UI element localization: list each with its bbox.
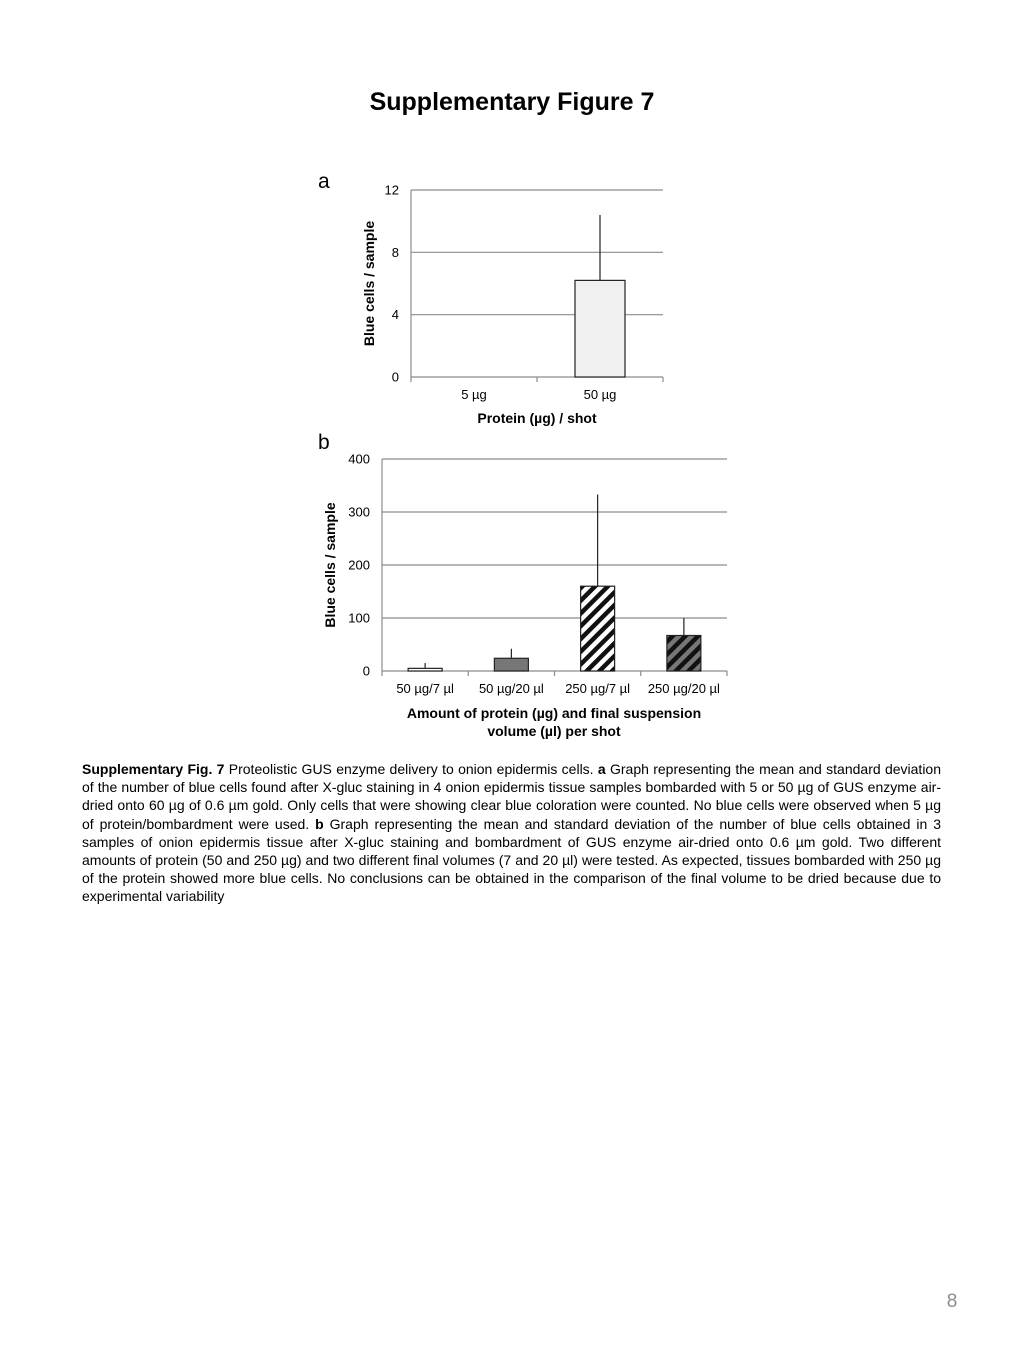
x-tick-label: 50 µg/7 µl — [396, 681, 454, 696]
caption-lead: Supplementary Fig. 7 — [82, 761, 225, 777]
x-axis-label: volume (µl) per shot — [487, 723, 621, 739]
x-tick-label: 50 µg — [583, 387, 617, 402]
y-tick-label: 0 — [391, 369, 399, 385]
y-tick-label: 300 — [348, 504, 370, 520]
chart-b — [0, 440, 1024, 750]
page-title: Supplementary Figure 7 — [369, 88, 655, 116]
x-axis-label: Amount of protein (µg) and final suspension — [406, 705, 702, 721]
caption-a-label: a — [597, 761, 606, 777]
y-tick-label: 8 — [391, 244, 399, 260]
x-axis-label: Protein (µg) / shot — [477, 410, 597, 426]
y-axis-label: Blue cells / sample — [322, 502, 338, 628]
bar — [408, 668, 442, 671]
caption-intro: Proteolistic GUS enzyme delivery to onion epidermis cells. — [224, 761, 598, 777]
caption-b-text: Graph representing the mean and standard deviation of the number of blue cells obtained in 3 samples of onion epidermis tissue after X-gluc staining and bombardment of GUS enzyme air-dried onto 0.6 µm gold. Two different amounts of protein (50 and 250 µg) and two different final volumes (7 and 20 µl) were tested. As expected, tissues bombarded with 250 µg of the protein showed more blue cells. No conclusions can be obtained in the comparison of the final volume to be dried because due to experimental variability — [82, 815, 941, 905]
x-tick-label: 50 µg/20 µl — [478, 681, 544, 696]
bar — [581, 586, 615, 671]
bar — [667, 635, 701, 671]
y-tick-label: 4 — [391, 307, 399, 323]
y-tick-label: 400 — [348, 451, 370, 467]
caption-a-text: Graph representing the mean and standard deviation of the number of blue cells found after X-gluc staining in 4 onion epidermis tissue samples bombarded with 5 or 50 µg of GUS enzyme air-dried onto 60 µg of 0.6 µm gold. Only cells that were showing clear blue coloration were counted. No blue cells were observed when 5 µg of protein/bombardment were used. — [82, 761, 942, 832]
y-tick-label: 0 — [362, 663, 370, 679]
bar — [575, 280, 625, 377]
chart-a — [0, 170, 1024, 430]
page-number: 8 — [946, 1291, 958, 1312]
figure-caption — [82, 760, 941, 906]
x-tick-label: 5 µg — [461, 387, 487, 402]
y-axis-label: Blue cells / sample — [361, 220, 377, 347]
panel-a-label: a — [318, 170, 330, 193]
y-tick-label: 12 — [384, 182, 399, 198]
x-tick-label: 250 µg/7 µl — [565, 681, 631, 696]
y-tick-label: 100 — [348, 610, 370, 626]
bar — [494, 658, 528, 671]
x-tick-label: 250 µg/20 µl — [647, 681, 720, 696]
panel-b-label: b — [318, 431, 330, 454]
caption-b-label: b — [315, 815, 324, 832]
y-tick-label: 200 — [348, 557, 370, 573]
